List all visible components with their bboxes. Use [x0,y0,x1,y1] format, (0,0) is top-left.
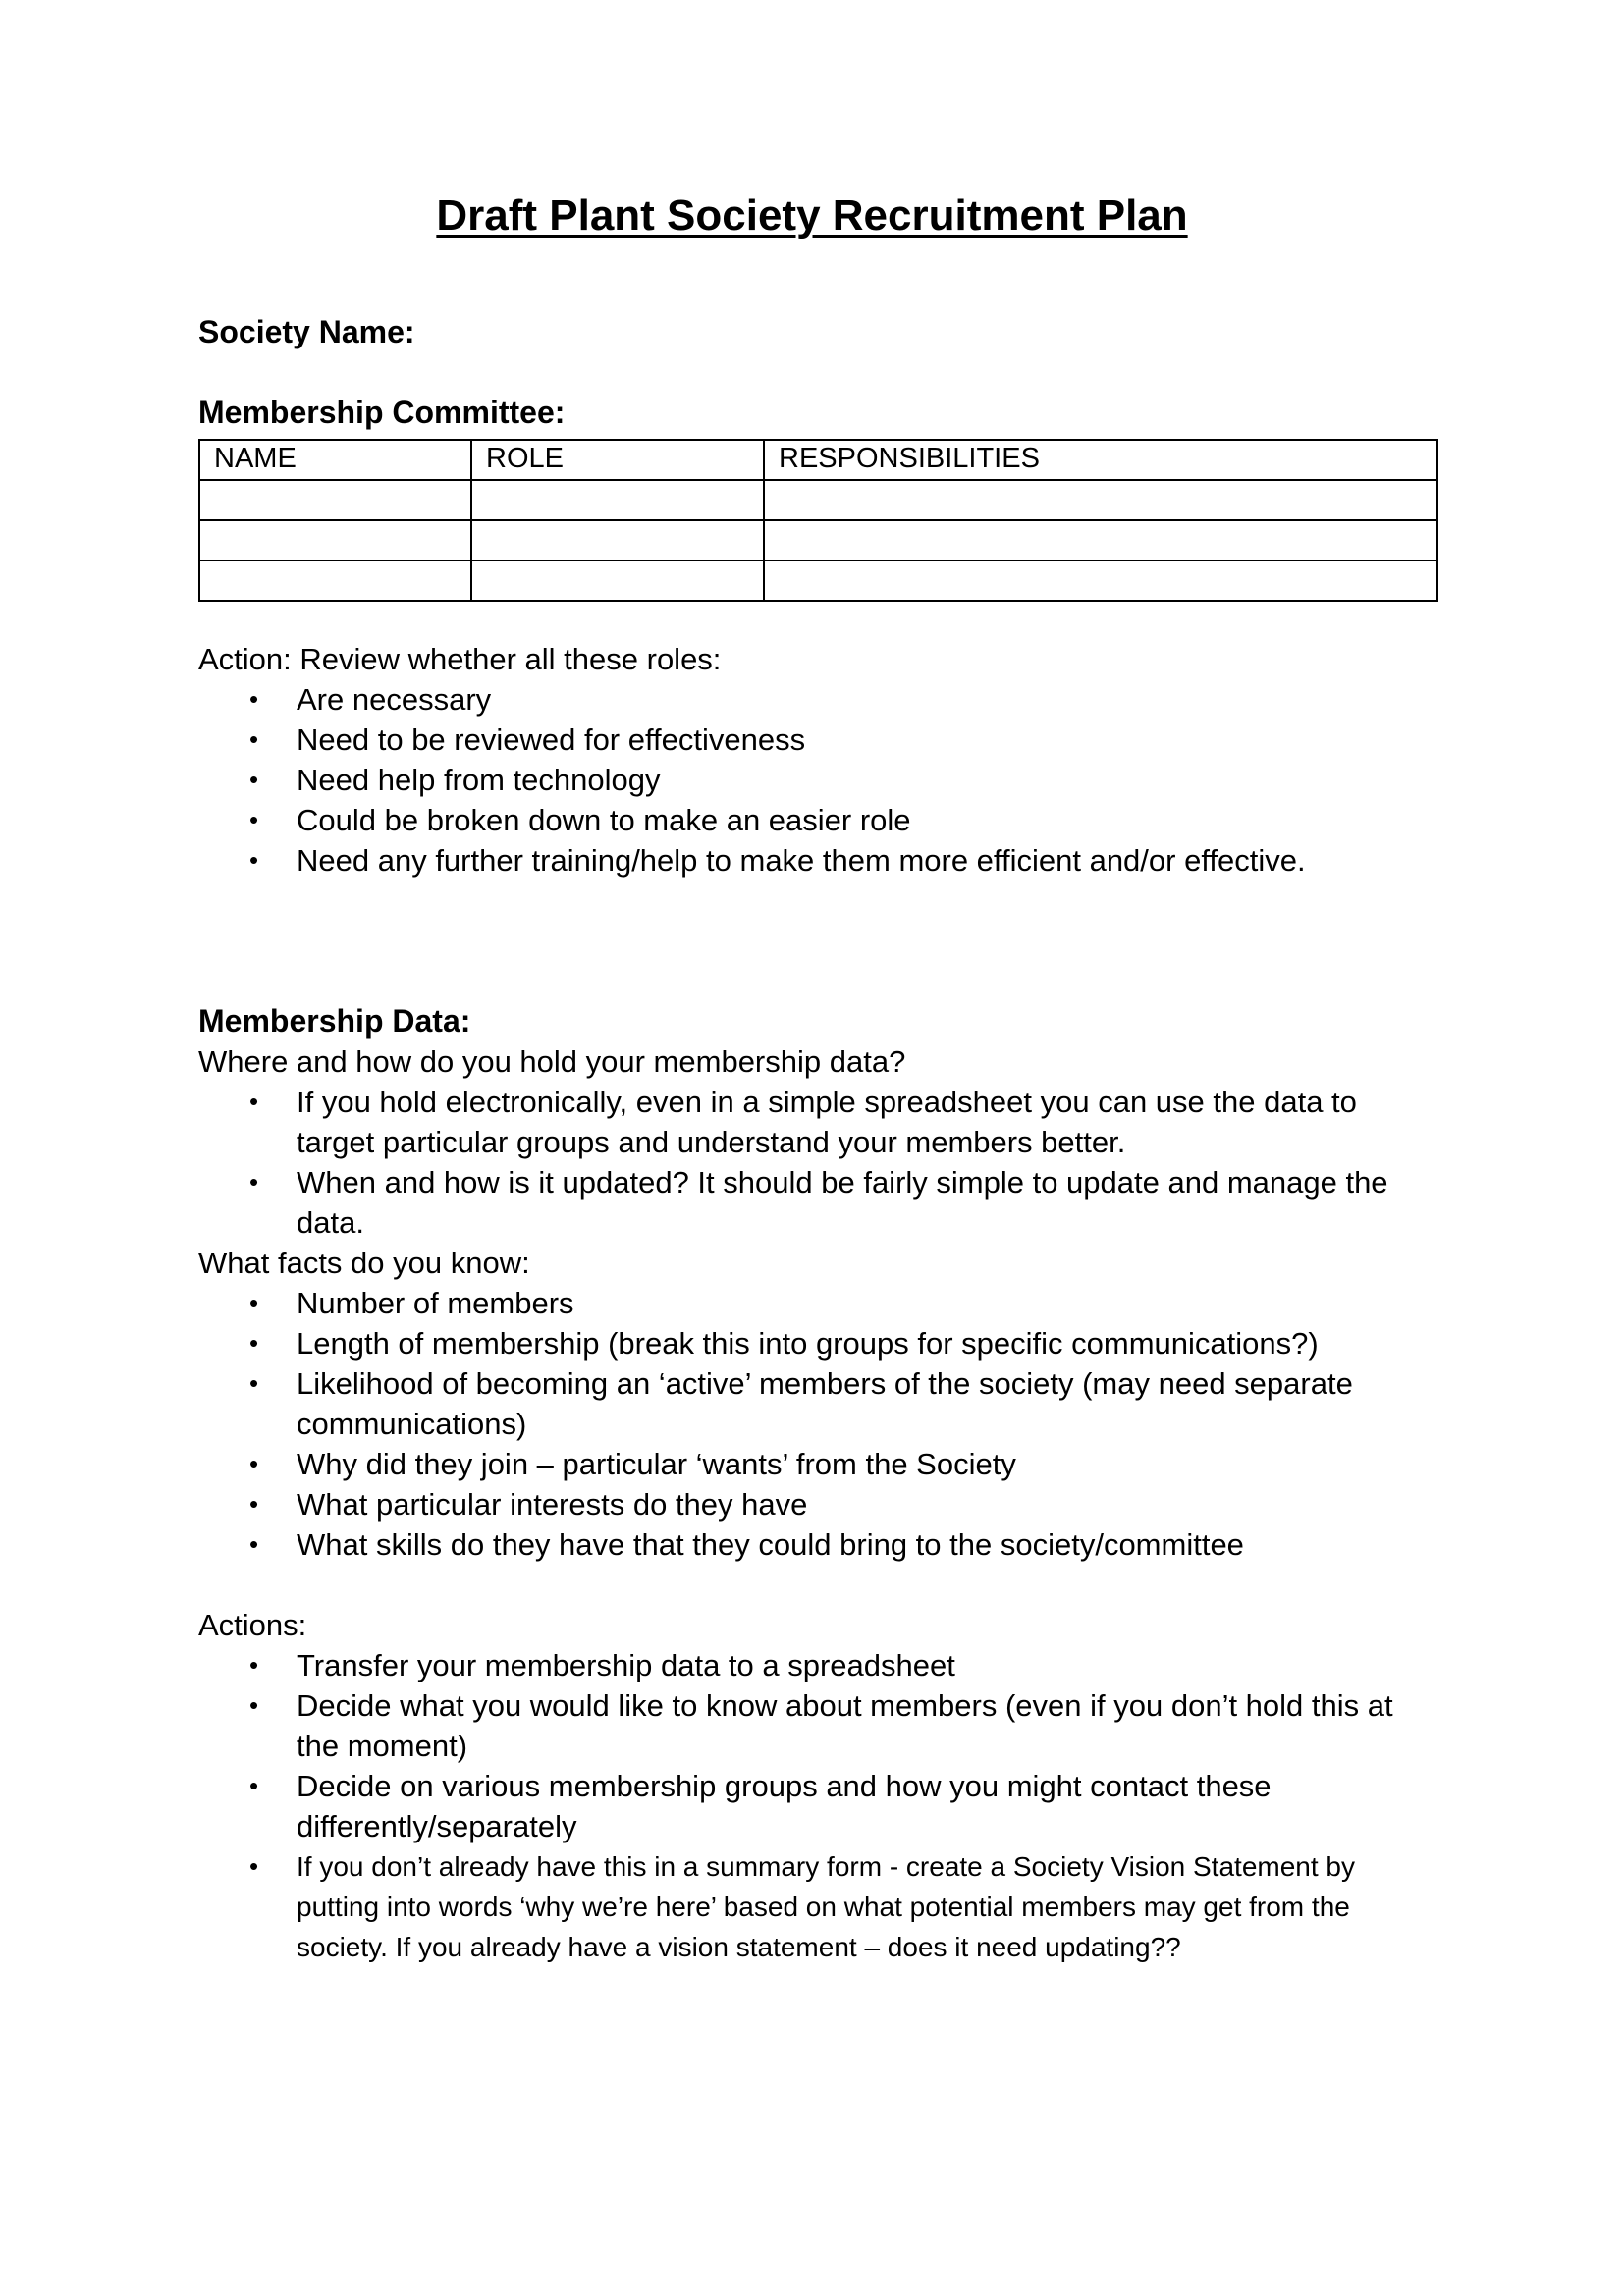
table-row [199,480,1437,520]
action-list [198,679,1416,881]
bullet-icon: • [249,1529,259,1559]
bullet-icon: • [249,1288,259,1317]
column-header-responsibilities: RESPONSIBILITIES [764,440,1437,480]
bullet-icon: • [249,1368,259,1398]
table-cell [764,561,1437,601]
list-item: • If you hold electronically, even in a simple spreadsheet you can use the data to target particular groups and understand your members better. [198,1082,1416,1162]
facts-list [198,1283,1416,1565]
table-cell [471,561,764,601]
bullet-icon: • [249,1690,259,1720]
data-question-text: Where and how do you hold your membership data? [198,1044,906,1079]
list-item: • Are necessary [198,679,1416,720]
column-header-name: NAME [199,440,471,480]
facts-question-text: What facts do you know: [198,1246,530,1280]
table-row [199,520,1437,561]
table-cell [199,520,471,561]
table-cell [764,520,1437,561]
bullet-icon: • [249,1328,259,1358]
list-item: • Need to be reviewed for effectiveness [198,720,1416,760]
bullet-icon: • [249,1167,259,1197]
list-item: • Why did they join – particular ‘wants’ from the Society [198,1444,1416,1484]
membership-data-label: Membership Data: [198,1003,471,1039]
document-title: Draft Plant Society Recruitment Plan [436,191,1188,240]
table-cell [471,480,764,520]
list-item: • What skills do they have that they could bring to the society/committee [198,1524,1416,1565]
list-item: • Decide what you would like to know about members (even if you don’t hold this at the moment) [198,1685,1416,1766]
table-header-row [199,440,1437,480]
bullet-icon: • [249,684,259,714]
table-cell [199,561,471,601]
list-item: • Transfer your membership data to a spreadsheet [198,1645,1416,1685]
society-name-label: Society Name: [198,314,415,349]
committee-table [198,439,1438,602]
membership-committee-label: Membership Committee: [198,395,566,430]
bullet-icon: • [249,724,259,754]
table-cell [764,480,1437,520]
bullet-icon: • [249,765,259,794]
list-item: • Could be broken down to make an easier role [198,800,1416,840]
list-item: • Likelihood of becoming an ‘active’ members of the society (may need separate communications) [198,1363,1416,1444]
actions-list [198,1645,1416,1846]
list-item: • Need help from technology [198,760,1416,800]
table-cell [471,520,764,561]
list-item: • Need any further training/help to make them more efficient and/or effective. [198,840,1416,881]
bullet-icon: • [249,1650,259,1680]
list-item: • What particular interests do they have [198,1484,1416,1524]
bullet-icon: • [249,1087,259,1116]
list-item: • Length of membership (break this into groups for specific communications?) [198,1323,1416,1363]
bullet-icon: • [249,845,259,875]
actions-label: Actions: [198,1608,307,1642]
bullet-icon: • [249,1771,259,1800]
column-header-role: ROLE [471,440,764,480]
action-intro-text: Action: Review whether all these roles: [198,642,722,676]
list-item: • If you don’t already have this in a summary form - create a Society Vision Statement by putting into words ‘why we’re here’ based on what potential members may get from the society. If you already have a vision statement – does it need updating?? [198,1846,1416,1967]
data-list [198,1082,1416,1243]
table-row [199,561,1437,601]
list-item: • Decide on various membership groups and how you might contact these differently/separately [198,1766,1416,1846]
actions-small-list [198,1846,1416,1967]
bullet-icon: • [249,805,259,834]
bullet-icon: • [249,1489,259,1519]
bullet-icon: • [249,1851,259,1881]
list-item: • When and how is it updated? It should be fairly simple to update and manage the data. [198,1162,1416,1243]
bullet-icon: • [249,1449,259,1478]
list-item: • Number of members [198,1283,1416,1323]
table-cell [199,480,471,520]
